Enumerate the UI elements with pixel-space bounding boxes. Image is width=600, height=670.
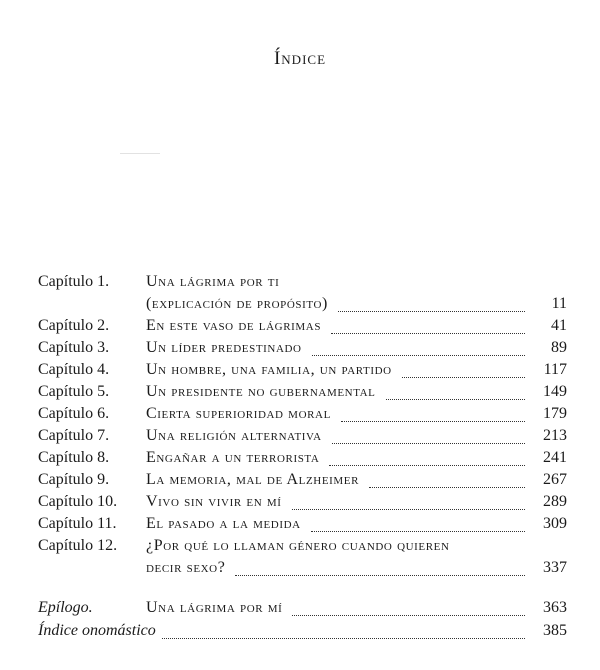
toc-row: [0, 315, 600, 337]
toc-row-epilogue: [0, 597, 600, 619]
dot-leader: [402, 365, 525, 378]
dot-leader: [292, 497, 525, 510]
chapter-title: Un líder predestinado: [146, 339, 302, 356]
dot-leader: [338, 299, 525, 312]
epilogue-title: Una lágrima por mí: [146, 599, 283, 616]
dot-leader: [162, 626, 525, 639]
dot-leader: [311, 519, 525, 532]
page-number: 89: [551, 339, 567, 356]
toc-row: [0, 359, 600, 381]
page-number: 241: [543, 449, 567, 466]
page-number: 309: [543, 515, 567, 532]
page-number: 363: [543, 599, 567, 616]
chapter-label: Capítulo 6.: [38, 405, 110, 422]
chapter-title: En este vaso de lágrimas: [146, 317, 322, 334]
dot-leader: [332, 431, 525, 444]
page-number: 149: [543, 383, 567, 400]
page-number: 11: [551, 295, 567, 312]
chapter-label: Capítulo 11.: [38, 515, 117, 532]
chapter-title: decir sexo?: [146, 559, 226, 576]
toc-row: [0, 535, 600, 557]
page-number: 179: [543, 405, 567, 422]
chapter-label: Capítulo 2.: [38, 317, 110, 334]
page-number: 213: [543, 427, 567, 444]
chapter-title: Una lágrima por ti: [146, 273, 280, 290]
toc-row: [0, 271, 600, 293]
toc-row: [0, 491, 600, 513]
dot-leader: [235, 563, 525, 576]
index-label: Índice onomástico: [38, 622, 156, 639]
epilogue-label: Epílogo.: [38, 599, 93, 616]
chapter-title: Cierta superioridad moral: [146, 405, 331, 422]
chapter-label: Capítulo 1.: [38, 273, 110, 290]
page-number: 267: [543, 471, 567, 488]
toc-row: [0, 293, 600, 315]
page-title: Índice: [273, 48, 327, 69]
toc-row-index: [0, 620, 600, 642]
page-number: 117: [543, 361, 567, 378]
chapter-label: Capítulo 8.: [38, 449, 110, 466]
dot-leader: [329, 453, 525, 466]
page-number: 385: [543, 622, 567, 639]
toc-row: [0, 557, 600, 579]
chapter-label: Capítulo 3.: [38, 339, 110, 356]
chapter-title: Engañar a un terrorista: [146, 449, 320, 466]
chapter-label: Capítulo 9.: [38, 471, 110, 488]
toc-row: [0, 425, 600, 447]
page-number: 337: [543, 559, 567, 576]
toc-row: [0, 447, 600, 469]
chapter-title: Un hombre, una familia, un partido: [146, 361, 392, 378]
chapter-title: Vivo sin vivir en mí: [146, 493, 282, 510]
toc-row: [0, 337, 600, 359]
chapter-title: La memoria, mal de Alzheimer: [146, 471, 360, 488]
toc-row: [0, 469, 600, 491]
dot-leader: [331, 321, 525, 334]
chapter-label: Capítulo 5.: [38, 383, 110, 400]
chapter-title: Un presidente no gubernamental: [146, 383, 376, 400]
chapter-title: El pasado a la medida: [146, 515, 301, 532]
chapter-title: (explicación de propósito): [146, 295, 328, 312]
dot-leader: [386, 387, 525, 400]
toc-row: [0, 403, 600, 425]
dot-leader: [312, 343, 525, 356]
chapter-label: Capítulo 12.: [38, 537, 118, 554]
chapter-title: ¿Por qué lo llaman género cuando quieren: [146, 537, 450, 554]
toc-row: [0, 513, 600, 535]
dot-leader: [369, 475, 525, 488]
chapter-label: Capítulo 4.: [38, 361, 110, 378]
dot-leader: [341, 409, 525, 422]
chapter-label: Capítulo 10.: [38, 493, 118, 510]
page-number: 41: [551, 317, 567, 334]
chapter-label: Capítulo 7.: [38, 427, 110, 444]
toc-row: [0, 381, 600, 403]
dot-leader: [292, 603, 525, 616]
page-number: 289: [543, 493, 567, 510]
chapter-title: Una religión alternativa: [146, 427, 322, 444]
